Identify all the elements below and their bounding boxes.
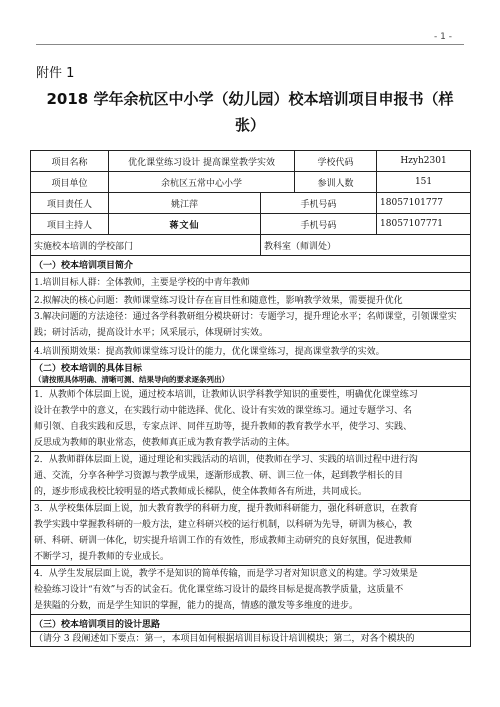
section3-note-row: [31, 632, 471, 647]
paragraph-line: 设计在教学中的意义，在实践行动中能选择、优化、设计有实效的课堂练习。通过专题学习、名: [34, 406, 413, 416]
paragraph-line: 通、交流，分享各种学习资源与教学成果，逐渐形成教、研、训三位一体，起到教学相长的目: [34, 471, 404, 481]
paragraph-line: 反思成为教师的职业常态，使教师真正成为教育教学活动的主体。: [34, 438, 296, 448]
row-host: [31, 214, 471, 235]
section2-paragraph-2: [31, 452, 471, 501]
section1-item-3: 3.解决问题的方法途径：通过各学科教研组分模块研讨：专题学习，提升理论水平；名师课堂，引领课堂实践；研讨活动，提高设计水平；风采展示，体现研讨实效。: [31, 309, 471, 342]
section1-item-4: 4.培训预期效果：提高教师课堂练习设计的能力，优化课堂练习，提高课堂教学的实效。: [31, 342, 471, 360]
section2-paragraph-4: [31, 566, 471, 615]
responsible-name: 姚江萍: [109, 193, 261, 214]
section2-heading-cell: [31, 360, 471, 387]
row-unit: [31, 172, 471, 193]
application-form: [30, 150, 471, 647]
project-name-value: 优化课堂练习设计 提高课堂教学实效: [109, 151, 295, 172]
section3-heading-row: [31, 615, 471, 632]
section3-note: （请分 3 段阐述如下要点：第一，本项目如何根据培训目标设计培训模块；第二，对各个模块的: [31, 632, 471, 647]
department-value: 教科室（师训处）: [261, 235, 471, 256]
section2-heading-row: [31, 360, 471, 387]
unit-value: 余杭区五常中心小学: [109, 172, 295, 193]
section1-item-2: 2.拟解决的核心问题：教师课堂练习设计存在盲目性和随意性，影响教学效果，需要提升优化: [31, 291, 471, 309]
section1-item-1: 1.培训目标人群：全体教师，主要是学校的中青年教师: [31, 273, 471, 291]
document-title: 2018 学年余杭区中小学（幼儿园）校本培训项目申报书（样张）: [46, 90, 454, 134]
paragraph-line: 的，逐步形成我校比较明显的塔式教师成长梯队，使全体教师各有所进，共同成长。: [34, 487, 368, 497]
section2-note: （请按照具体明确、清晰可测、结果导向的要求逐条列出）: [34, 375, 229, 384]
host-signature: 蒋文仙: [109, 214, 261, 235]
paragraph-line: 研、科研、研训一体化，切实提升培训工作的有效性，形成教师主动研究的良好氛围，促进教师: [34, 536, 413, 546]
section2-heading: （二）校本培训的具体目标: [34, 364, 143, 374]
paragraph-line: 4．从学生发展层面上说，教学不是知识的简单传输，而是学习者对知识意义的构建。学习效果是: [34, 569, 418, 579]
row-responsible: [31, 193, 471, 214]
responsible-phone-label: 手机号码: [261, 193, 377, 214]
paragraph-line: 3．从学校集体层面上说，加大教育教学的科研力度，提升教师科研能力，强化科研意识，在教育: [34, 504, 418, 514]
host-label: 项目主持人: [31, 214, 109, 235]
host-phone-label: 手机号码: [261, 214, 377, 235]
responsible-label: 项目责任人: [31, 193, 109, 214]
section3-heading: （三）校本培训项目的设计思路: [31, 615, 471, 632]
paragraph-line: 检验练习设计“有效”与否的试金石。优化课堂练习设计的最终目标是提高教学质量，这质量不: [34, 585, 404, 595]
section1-heading-row: [31, 256, 471, 273]
section2-paragraph-row: [31, 501, 471, 566]
section2-paragraph-row: [31, 387, 471, 452]
section1-item-row: [31, 291, 471, 309]
section1-item-row: [31, 309, 471, 342]
paragraph-line: 教学实践中掌握教科研的一般方法，建立科研兴校的运行机制，以科研为先导，研训为核心，教: [34, 520, 413, 530]
school-code-value: Hzyh2301: [377, 151, 471, 172]
section2-paragraph-row: [31, 566, 471, 615]
section1-item-row: [31, 273, 471, 291]
paragraph-line: 2．从教师群体层面上说，通过理论和实践活动的培训，使教师在学习、实践的培训过程中进行沟: [34, 455, 418, 465]
participants-value: 151: [377, 172, 471, 193]
department-label: 实施校本培训的学校部门: [31, 235, 261, 256]
header-divider: [36, 44, 464, 45]
section1-item-row: [31, 342, 471, 360]
row-project-name: [31, 151, 471, 172]
section2-paragraph-row: [31, 452, 471, 501]
project-name-label: 项目名称: [31, 151, 109, 172]
section2-paragraph-3: [31, 501, 471, 566]
attachment-label: 附件 1: [36, 66, 75, 81]
paragraph-line: 是狭隘的分数，而是学生知识的掌握，能力的提高，情感的激发等多维度的进步。: [34, 601, 359, 611]
row-department: [31, 235, 471, 256]
unit-label: 项目单位: [31, 172, 109, 193]
paragraph-line: 1．从教师个体层面上说，通过校本培训，让教师认识学科教学知识的重要性，明确优化课堂练习: [34, 390, 418, 400]
paragraph-line: 不断学习，提升教师的专业成长。: [34, 552, 170, 562]
host-phone-value: 18057107771: [377, 214, 471, 235]
section2-paragraph-1: [31, 387, 471, 452]
school-code-label: 学校代码: [295, 151, 377, 172]
participants-label: 参训人数: [295, 172, 377, 193]
responsible-phone-value: 18057101777: [377, 193, 471, 214]
page-number: - 1 -: [434, 32, 452, 42]
section1-heading: （一）校本培训项目简介: [31, 256, 471, 273]
paragraph-line: 师引领、自我实践和反思，专家点评、同伴互助等，提升教师的教育教学水平，使学习、实践、: [34, 422, 413, 432]
